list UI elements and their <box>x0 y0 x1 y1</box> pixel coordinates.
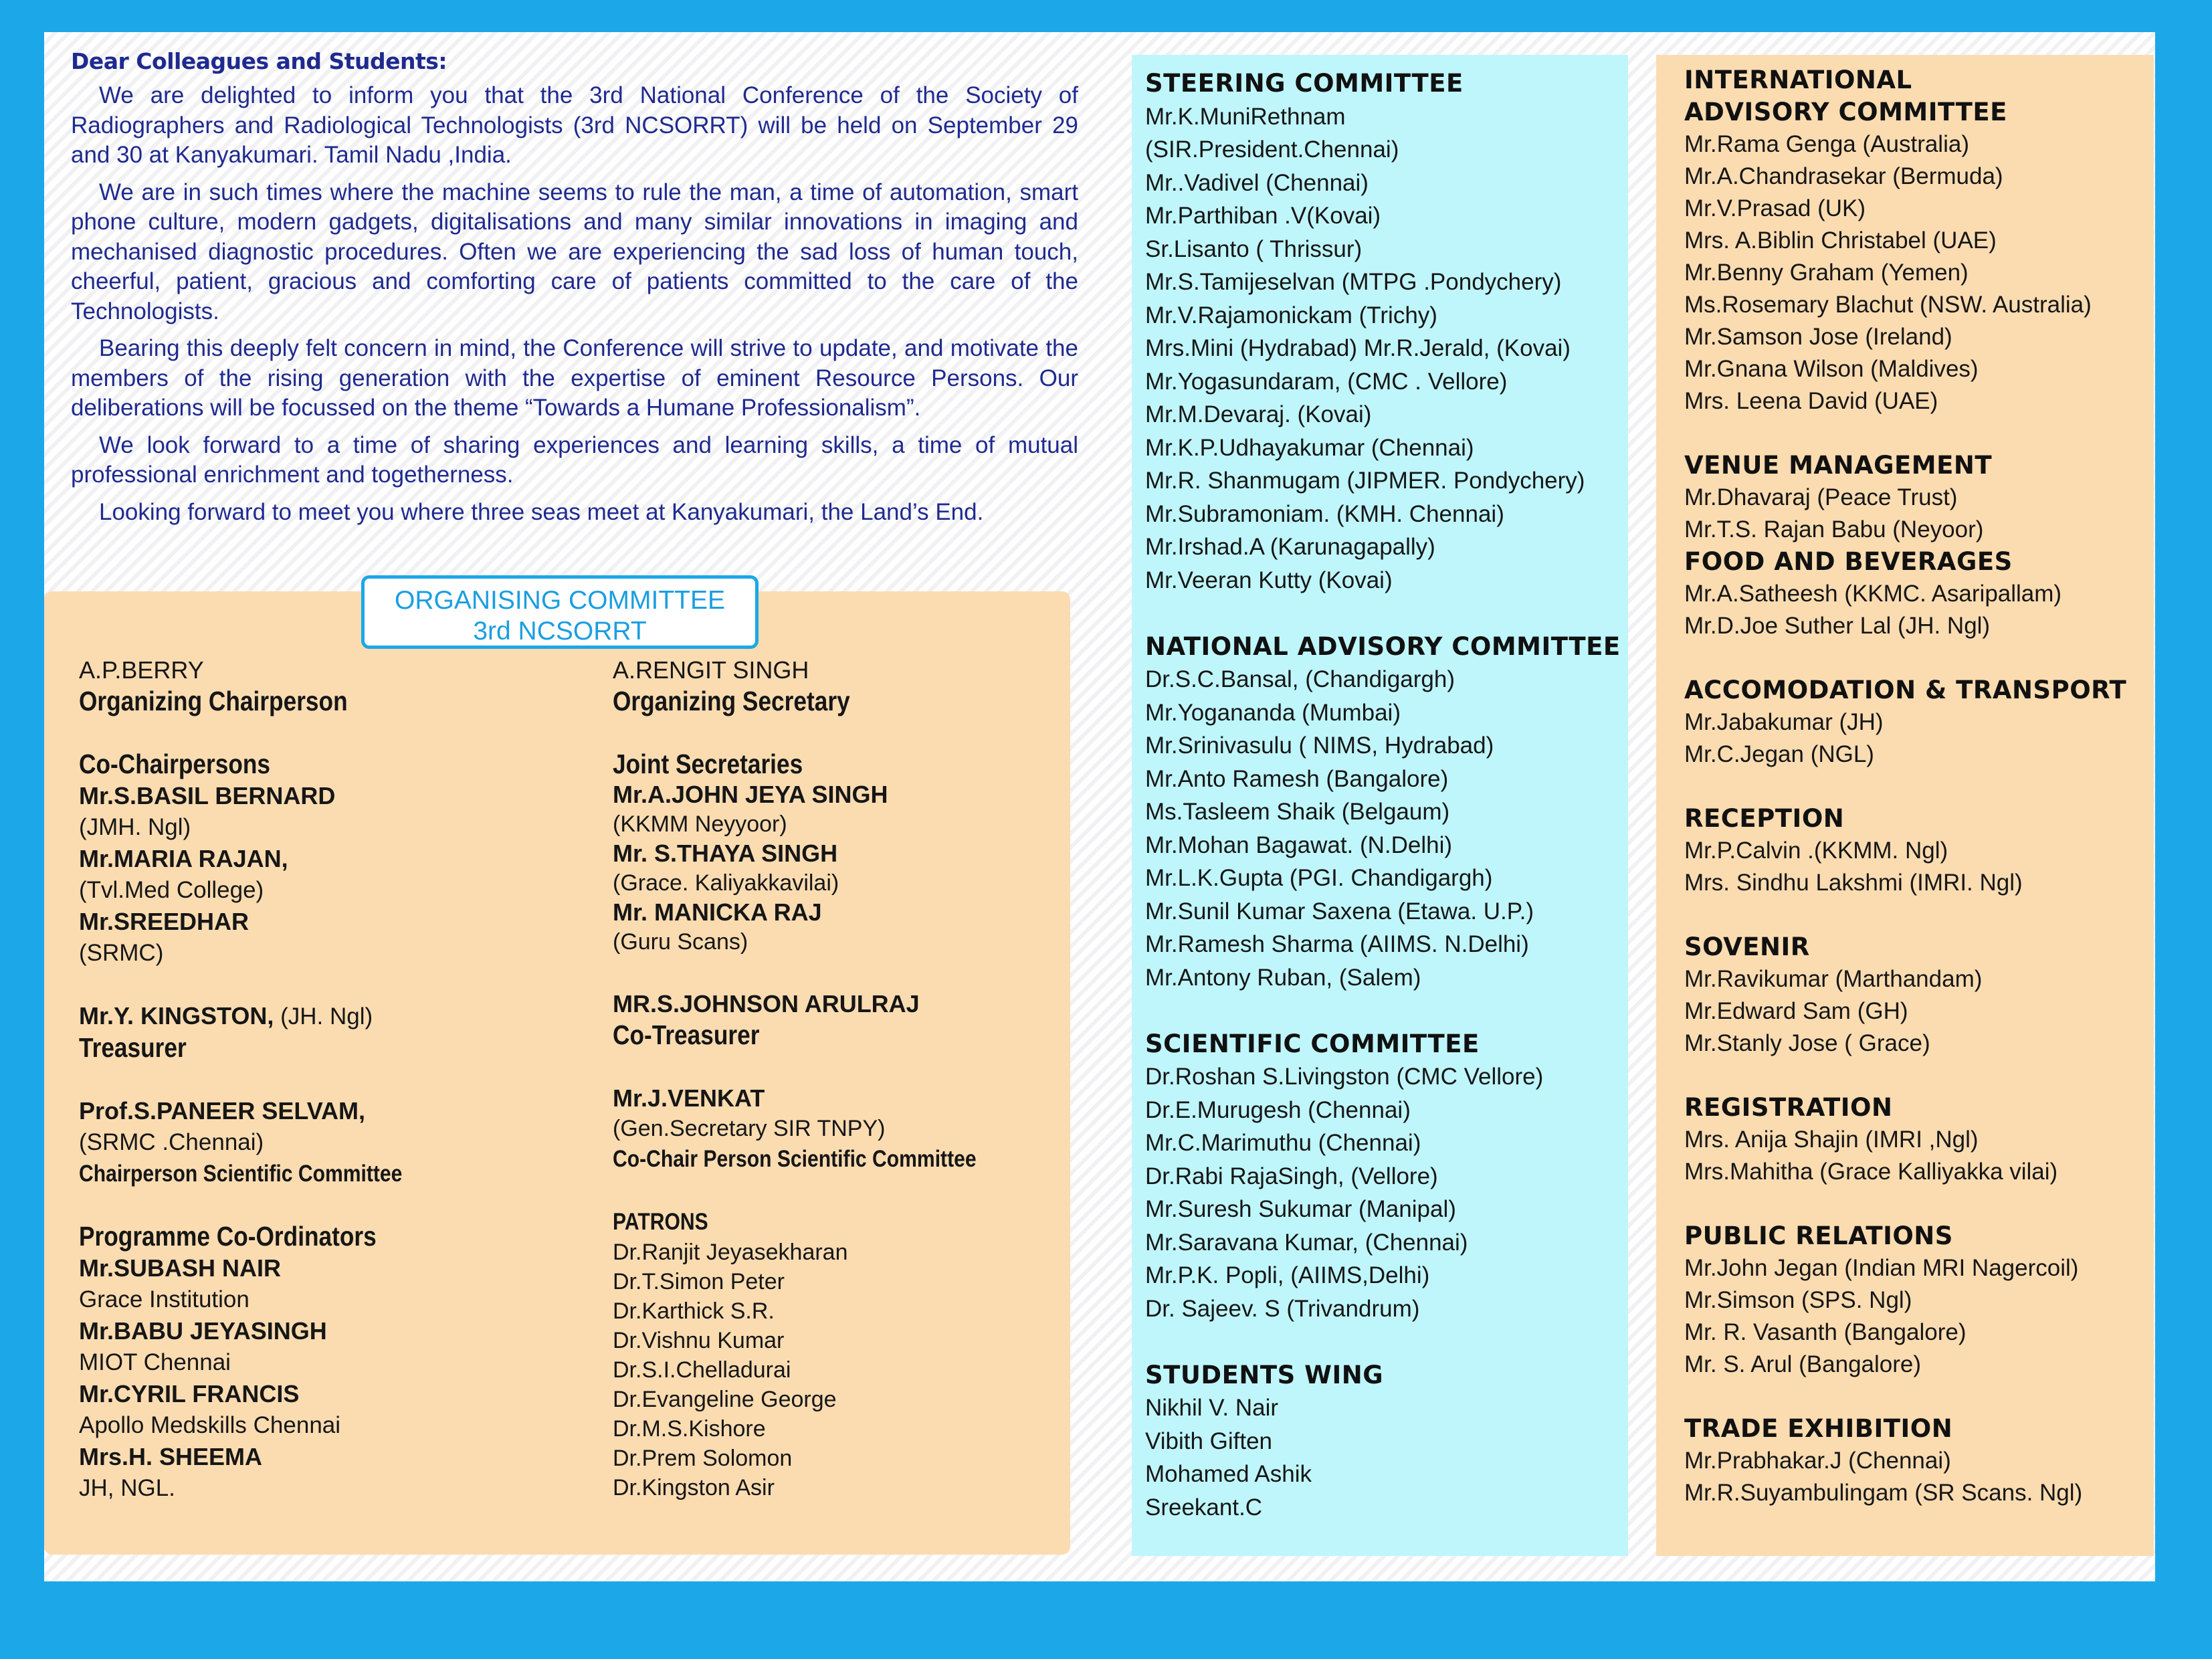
committee-member: Mr.Veeran Kutty (Kovai) <box>1145 567 1393 593</box>
committee-member: Mr.John Jegan (Indian MRI Nagercoil) <box>1684 1255 2079 1281</box>
section-heading: Joint Secretaries <box>613 749 803 779</box>
committee-member: Dr.Rabi RajaSingh, (Vellore) <box>1145 1163 1438 1189</box>
letter-salutation: Dear Colleagues and Students: <box>71 48 447 74</box>
committee-member: Mr.Stanly Jose ( Grace) <box>1684 1030 1930 1056</box>
member-name: Mr.MARIA RAJAN, <box>79 845 288 872</box>
committee-member: Mr.Sunil Kumar Saxena (Etawa. U.P.) <box>1145 898 1534 924</box>
committee-member: Mrs. Leena David (UAE) <box>1684 388 1938 414</box>
committee-member: Mr.R. Shanmugam (JIPMER. Pondychery) <box>1145 468 1585 494</box>
committee-member: Mr.Suresh Sukumar (Manipal) <box>1145 1196 1456 1222</box>
member-org: (SRMC) <box>79 940 164 966</box>
member-org: JH, NGL. <box>79 1475 175 1501</box>
member-name: Mr.BABU JEYASINGH <box>79 1317 327 1345</box>
member-org: (JMH. Ngl) <box>79 814 191 840</box>
member-org: (Gen.Secretary SIR TNPY) <box>613 1116 886 1141</box>
committee-member: Mr.C.Jegan (NGL) <box>1684 741 1874 767</box>
committee-member: Dr.E.Murugesh (Chennai) <box>1145 1096 1411 1123</box>
member-name: Prof.S.PANEER SELVAM, <box>79 1097 366 1125</box>
committee-member: Dr. Sajeev. S (Trivandrum) <box>1145 1295 1420 1322</box>
organising-title-line2: 3rd NCSORRT <box>473 617 647 646</box>
patron-name: Dr.Kingston Asir <box>613 1475 775 1500</box>
committee-member: Mr.V.Rajamonickam (Trichy) <box>1145 302 1437 328</box>
role-title: Organizing Secretary <box>613 686 850 716</box>
role-title: Co-Chair Person Scientific Committee <box>613 1146 977 1172</box>
member-name: Mr.J.VENKAT <box>613 1084 765 1112</box>
patron-name: Dr.Karthick S.R. <box>613 1298 775 1324</box>
organising-committee-title <box>361 575 759 649</box>
committee-member: Mr.Saravana Kumar, (Chennai) <box>1145 1229 1468 1256</box>
welcome-letter <box>71 48 1078 534</box>
committee-member: Mr.Mohan Bagawat. (N.Delhi) <box>1145 832 1453 858</box>
member-name: Mrs.H. SHEEMA <box>79 1443 263 1470</box>
organising-middle-column <box>613 654 1074 1502</box>
committee-member: Mr.Simson (SPS. Ngl) <box>1684 1287 1912 1313</box>
committee-member: Mr.P.Calvin .(KKMM. Ngl) <box>1684 838 1948 864</box>
committee-member: Mr.Dhavaraj (Peace Trust) <box>1684 484 1958 510</box>
member-name: Mr. S.THAYA SINGH <box>613 840 838 867</box>
role-title: Organizing Chairperson <box>79 686 348 716</box>
committee-member: Mr.Antony Ruban, (Salem) <box>1145 964 1421 991</box>
letter-paragraph: We are delighted to inform you that the 3rd National Conference of the Society of Radiographers and Radiological Technologists (3rd NCSORRT) will be held on September 29 and 30 at Kanyakumari. Tamil Nadu ,India. <box>71 82 1078 168</box>
member-name: Mr.SREEDHAR <box>79 908 249 935</box>
member-org: (SRMC .Chennai) <box>79 1129 264 1155</box>
committee-member: Mr.Yogananda (Mumbai) <box>1145 699 1401 726</box>
committee-member: Nikhil V. Nair <box>1145 1395 1279 1421</box>
committee-member: Mr.C.Marimuthu (Chennai) <box>1145 1130 1421 1156</box>
member-name: A.P.BERRY <box>79 656 204 684</box>
committee-member: Mr.Yogasundaram, (CMC . Vellore) <box>1145 368 1508 395</box>
patron-name: Dr.Vishnu Kumar <box>613 1328 785 1353</box>
committee-member: Sreekant.C <box>1145 1494 1263 1521</box>
letter-paragraph: We are in such times where the machine seems to rule the man, a time of automation, smart phone culture, modern gadgets, digitalisations and many similar innovations in imaging and mechanised diagnostic procedures. Often we are experiencing the sad loss of human touch, cheerful, patient, gracious and comforting care of patients committed to the care of the Technologists. <box>71 179 1078 324</box>
member-name: MR.S.JOHNSON ARULRAJ <box>613 990 920 1017</box>
committee-member: Mrs. Anija Shajin (IMRI ,Ngl) <box>1684 1127 1979 1153</box>
patron-name: Dr.S.I.Chelladurai <box>613 1357 791 1383</box>
section-heading: Co-Chairpersons <box>79 749 271 779</box>
member-org: (Guru Scans) <box>613 929 748 955</box>
member-name: Mr.A.JOHN JEYA SINGH <box>613 781 888 808</box>
member-name: Mr.S.BASIL BERNARD <box>79 782 336 809</box>
committee-member: Mr.T.S. Rajan Babu (Neyoor) <box>1684 516 1984 543</box>
committee-member: Mr.Rama Genga (Australia) <box>1684 131 1969 157</box>
committee-member: Mr. S. Arul (Bangalore) <box>1684 1351 1922 1377</box>
committee-member: Mr.S.Tamijeselvan (MTPG .Pondychery) <box>1145 269 1562 295</box>
organising-title-line1: ORGANISING COMMITTEE <box>394 586 725 615</box>
patron-name: Dr.T.Simon Peter <box>613 1269 785 1294</box>
member-name: Mr.CYRIL FRANCIS <box>79 1380 300 1407</box>
role-title: Chairperson Scientific Committee <box>79 1161 403 1187</box>
section-title: ACCOMODATION & TRANSPORT <box>1684 676 2127 704</box>
committee-member: Vibith Giften <box>1145 1428 1273 1454</box>
patron-name: Dr.Evangeline George <box>613 1387 837 1412</box>
committee-member: Mr.R.Suyambulingam (SR Scans. Ngl) <box>1684 1480 2083 1506</box>
patron-name: Dr.Prem Solomon <box>613 1446 793 1471</box>
committee-member: Mr.Samson Jose (Ireland) <box>1684 324 1952 350</box>
member-org: (KKMM Neyyoor) <box>613 811 787 837</box>
section-title: STEERING COMMITTEE <box>1145 69 1464 98</box>
section-title: REGISTRATION <box>1684 1093 1893 1122</box>
committee-member: Mr.Subramoniam. (KMH. Chennai) <box>1145 500 1504 527</box>
committee-member: Mr.Gnana Wilson (Maldives) <box>1684 356 1979 382</box>
section-title: TRADE EXHIBITION <box>1684 1414 1953 1443</box>
member-name: Mr.SUBASH NAIR <box>79 1254 282 1282</box>
committee-member: Dr.S.C.Bansal, (Chandigargh) <box>1145 666 1455 692</box>
member-name: Mr. MANICKA RAJ <box>613 898 822 926</box>
committee-member: Mr.Anto Ramesh (Bangalore) <box>1145 765 1449 792</box>
section-heading: Programme Co-Ordinators <box>79 1221 377 1252</box>
member-org: (Grace. Kaliyakkavilai) <box>613 870 839 896</box>
section-title: FOOD AND BEVERAGES <box>1684 547 2013 576</box>
role-title: Treasurer <box>79 1032 187 1063</box>
section-title: SCIENTIFIC COMMITTEE <box>1145 1029 1480 1058</box>
letter-paragraph: Looking forward to meet you where three seas meet at Kanyakumari, the Land’s End. <box>99 498 984 525</box>
section-title: INTERNATIONAL <box>1684 66 1912 94</box>
committee-member: Ms.Rosemary Blachut (NSW. Australia) <box>1684 292 2092 318</box>
committee-member: Mr.M.Devaraj. (Kovai) <box>1145 401 1372 427</box>
committee-member: Mr.V.Prasad (UK) <box>1684 195 1866 221</box>
committee-member: Mr.D.Joe Suther Lal (JH. Ngl) <box>1684 613 1991 639</box>
committees-column-cyan <box>1145 67 1627 1524</box>
committee-member: Mr.A.Chandrasekar (Bermuda) <box>1684 163 2003 189</box>
section-title: VENUE MANAGEMENT <box>1684 451 1993 480</box>
committee-member: Mr.Benny Graham (Yemen) <box>1684 260 1969 286</box>
committee-member: Mr.K.MuniRethnam <box>1145 103 1346 130</box>
committee-member: Mr.A.Satheesh (KKMC. Asaripallam) <box>1684 581 2062 607</box>
committees-column-peach <box>1684 64 2152 1509</box>
committee-member: Mr. R. Vasanth (Bangalore) <box>1684 1319 1967 1345</box>
committee-member: Mrs. Sindhu Lakshmi (IMRI. Ngl) <box>1684 870 2023 896</box>
committee-member: Mr.Jabakumar (JH) <box>1684 709 1884 735</box>
committee-member: Ms.Tasleem Shaik (Belgaum) <box>1145 799 1450 825</box>
letter-paragraph: We look forward to a time of sharing experiences and learning skills, a time of mutual professional enrichment and togetherness. <box>71 431 1078 488</box>
committee-member: Mr.Irshad.A (Karunagapally) <box>1145 534 1435 560</box>
committee-member: Sr.Lisanto ( Thrissur) <box>1145 235 1363 262</box>
committee-member: Mr.Ravikumar (Marthandam) <box>1684 966 1983 992</box>
committee-member: Mr.L.K.Gupta (PGI. Chandigargh) <box>1145 865 1493 891</box>
section-title: NATIONAL ADVISORY COMMITTEE <box>1145 631 1621 661</box>
committee-member: Mr.P.K. Popli, (AIIMS,Delhi) <box>1145 1262 1430 1288</box>
section-heading: PATRONS <box>613 1209 708 1235</box>
committee-member: Mohamed Ashik <box>1145 1461 1312 1487</box>
committee-member: Mrs.Mahitha (Grace Kalliyakka vilai) <box>1684 1159 2058 1185</box>
committee-member: Mrs. A.Biblin Christabel (UAE) <box>1684 227 1997 254</box>
committee-member: Mr..Vadivel (Chennai) <box>1145 169 1369 196</box>
committee-member: Mr.Srinivasulu ( NIMS, Hydrabad) <box>1145 733 1494 759</box>
committee-member: Mr.K.P.Udhayakumar (Chennai) <box>1145 434 1474 461</box>
member-org: (Tvl.Med College) <box>79 877 264 903</box>
organising-left-column <box>79 654 561 1504</box>
section-title: STUDENTS WING <box>1145 1360 1384 1389</box>
committee-member: Mr.Parthiban .V(Kovai) <box>1145 203 1381 229</box>
member-org: Apollo Medskills Chennai <box>79 1412 341 1438</box>
member-name: A.RENGIT SINGH <box>613 656 809 684</box>
letter-paragraph: Bearing this deeply felt concern in mind, the Conference will strive to update, and motivate the members of the rising generation with the expertise of eminent Resource Persons. Our deliberations will be focussed on the theme “Towards a Humane Professionalism”. <box>71 335 1078 421</box>
section-title: RECEPTION <box>1684 804 1845 833</box>
patron-name: Dr.M.S.Kishore <box>613 1416 766 1442</box>
section-title: ADVISORY COMMITTEE <box>1684 98 2007 126</box>
committee-member: Dr.Roshan S.Livingston (CMC Vellore) <box>1145 1064 1544 1090</box>
member-org: MIOT Chennai <box>79 1349 231 1375</box>
committee-member: Mrs.Mini (Hydrabad) Mr.R.Jerald, (Kovai) <box>1145 335 1571 361</box>
committee-member: Mr.Edward Sam (GH) <box>1684 998 1908 1024</box>
role-title: Co-Treasurer <box>613 1019 760 1050</box>
committee-member: Mr.Prabhakar.J (Chennai) <box>1684 1448 1951 1474</box>
committee-member: (SIR.President.Chennai) <box>1145 136 1399 163</box>
patron-name: Dr.Ranjit Jeyasekharan <box>613 1240 848 1265</box>
section-title: SOVENIR <box>1684 933 1810 961</box>
committee-member: Mr.Ramesh Sharma (AIIMS. N.Delhi) <box>1145 931 1529 957</box>
member-org: (JH. Ngl) <box>274 1003 373 1030</box>
patrons-list <box>613 1238 1074 1502</box>
member-org: Grace Institution <box>79 1286 249 1312</box>
member-name: Mr.Y. KINGSTON, <box>79 1002 274 1030</box>
section-title: PUBLIC RELATIONS <box>1684 1222 1953 1250</box>
